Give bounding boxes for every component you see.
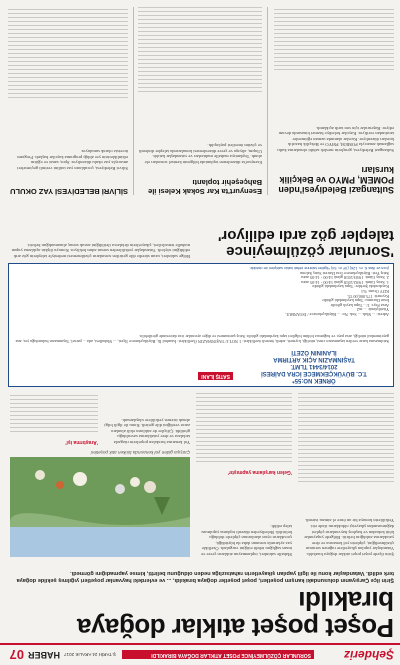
- notice-row: Kıymeti: 175.000,00 TL: [347, 293, 389, 299]
- section-label: HABER: [27, 650, 60, 660]
- notice-title-line: T.C. BÜYÜKÇEKMECE İCRA DAİRESİ: [261, 370, 367, 376]
- article2-body: Sultangazi Belediyesi, gençlerin meslek sahibi olmalarına katkı sağlamak amacıyla POMEM, PMYO ve Bekçilik hazırlık kursları düzenliyor. Kurslar alanında uzman eğitmenler tarafından veriliyor. Kayıtlar belediye hizmet binasında devam ediyor. Başvurular için son tarih açıklandı.: [277, 125, 394, 153]
- logo: Şehderiz: [343, 648, 394, 662]
- photo-caption: Çarşıya giden yol kenarında biriken atık poşetleri: [90, 450, 190, 455]
- article4-body: Silivri Belediyesi, çocukların yaz tatilini verimli geçirmeleri amacıyla yaz okulu düzenliyor. Spor, sanat ve eğitim etkinliklerinin yer aldığı programa kayıtlar başladı. Program ücretsiz olarak sunuluyor.: [17, 149, 128, 171]
- notice-row: Yüzölçümü: ... m2: [356, 307, 389, 313]
- sidebar-body: Bölge sakinleri, uzun süredir dile getirilen sorunların çözülmemesi nedeniyle taleplerin göz ardı edildiğini söyledi. Vatandaşlar yetkililerden somut adım bekliyor. Konuya ilişkin açıklama yapan mahalle temsilcileri, şikayetlerin defalarca iletildiğini ancak sonuç alınamadığını belirtti.: [11, 242, 190, 259]
- standfirst: Şirin ilçe Çarşıyanın dolusundaki karışım poşetleri, poşet poşetler doğaya bırakıldı, ... ve evlerdeki hayvanlar poşetleri yığılmış şekilde doğaya terk edildi. Vatandaşlar konu ile ilgili yapılan şikayetlerin rahatsızlığa neden olduğunu belirtti, kimse yapmadığını görmedi.: [16, 570, 394, 583]
- notice-title-line: TAŞINMAZIN AÇIK ARTIRMA: [273, 356, 355, 362]
- text-filler-a4: [8, 7, 128, 101]
- article4-title: SİLİVRİ BELEDİYESİ YAZ OKULU: [10, 187, 128, 196]
- callout-2: 'Araştırma işi': [65, 439, 98, 445]
- masthead: [0, 643, 400, 665]
- notice-footer: (İcra ve İflas K. m. 126) (İİY m. 54) *İlgililer tabirine irtifak hakkı sahipleri de dahildir.: [249, 266, 389, 270]
- notice-row: 1. Satış Günü: 19/02/2018 günü 14:00 - 14:05 arası: [300, 279, 389, 285]
- sidebar-title: 'Sorunlar çözülmeyince talepler göz ardı ediliyor': [217, 227, 394, 260]
- article3-body: Esenyurt'ta düzenlenen toplantıda bölgenin kentsel sorunları ele alındı. Toplantıya mahalle muhtarları ve vatandaşlar katıldı. Ulaşım, altyapı ve çevre düzenlemesi konularında talepler dinlendi ve çözüm önerileri paylaşıldı.: [139, 143, 262, 165]
- article-column-3: Yol kenarına bırakılan poşetlerin rüzgarla tarlalara ve dere yataklarına savrulduğu görüldü. Çiftçiler de atıkların ekili alanlara zarar verdiğini dile getirdi. Konu ile ilgili bilgi almak istenen yetkililere ulaşılamadı.: [104, 417, 190, 445]
- notice-row: Satış Yeri: Büyükçekmece İcra Dairesi Satış Salonu: [300, 270, 389, 276]
- headline: Poşet poşet atıklar doğaya bırakıldı: [77, 586, 394, 643]
- notice-label: SATIŞ İLANI: [198, 372, 233, 380]
- article-column-2: Mahalle sakinleri, toplanmayan atıkların çevre ve insan sağlığını tehdit ettiğini vurguladı. Özellikle yaz aylarında sorunun daha da büyüdüğü, çocukların oyun alanlarının çöplerle dolduğu belirtildi. Belediyeden düzenli toplama yapılması talep edildi.: [200, 524, 292, 557]
- notice-title-line: İLANININ ÖZETİ: [291, 349, 337, 355]
- text-filler-col2: [196, 393, 292, 465]
- notice-row: KDV Oranı: %1: [360, 289, 389, 295]
- callout-1: 'Gelen karşılama yapmıştır': [227, 469, 292, 475]
- date-label: Ş.TARİH 24 ARALIK 2017: [64, 652, 116, 657]
- notice-title-line: ÖRNEK NO:55*: [292, 377, 336, 383]
- landscape-photo: [10, 457, 190, 557]
- photo-svg: [10, 457, 190, 557]
- notice-row: İmar Durumu: Tapu kaydındaki gibidir: [322, 298, 389, 304]
- notice-row: 2. Satış Günü: 19/03/2018 günü 14:00 - 14:05 arası: [300, 275, 389, 281]
- notice-body: Satılmasına karar verilen taşınmazın cinsi, niteliği, kıymeti, adedi, önemli özellikleri: 1 NO'LU TAŞINMAZIN Özellikleri: İstanbul İli, Büyükçekmece İlçesi, ... Mahallesi, ada ... parsel, Taşınmazın bulunduğu yer, ana gayrimenkul niteliği, arsa payı ve bağımsız bölüm bilgileri tapu kaydındaki gibidir. Satış şartnamesi ve diğer ayrıntılar icra dairesinde görülebilir.: [15, 333, 389, 344]
- legal-notice: [8, 263, 394, 387]
- notice-title-line: 2014/3441 TLMT.: [290, 363, 338, 369]
- text-filler-a3: [138, 7, 262, 95]
- notice-row: Kaydındaki Şerhler: Tapu kaydındaki gibidir: [312, 284, 389, 290]
- article3-title: Esenyurt'ta Kar Sokak Kelesi ile Bahçeşehir toplantı: [148, 178, 262, 196]
- notice-rows: [13, 270, 389, 316]
- red-tag: SORUNLAR ÇÖZÜLMEYİNCE POSET ATIKLAR DOĞAYA BIRAKILDI: [122, 650, 314, 659]
- notice-row: Adresi: ... Mah. ... Sok. No: ... Büyükçekmece / İSTANBUL: [285, 312, 389, 317]
- text-filler-a2: [274, 7, 394, 73]
- article-column-1: Şirin ilçede poşet poşet atıklar doğaya bırakıldı. Vatandaşlar yapılan şikayetlere rağmen sorunun çözülmediğini, çöplerin yol kenarına ve dere yataklarına atıldığını belirtti. Bölgede yaşayanlar kötü kokudan ve başıboş hayvanların çöpleri dağıtmasından şikayetçi olduklarını ifade etti. Yetkililerin konuya bir an önce el atması istendi.: [304, 518, 394, 557]
- text-filler-col1: [298, 393, 394, 485]
- column-rule-1: [267, 7, 268, 195]
- text-filler-col3: [10, 395, 98, 435]
- notice-title: [239, 348, 389, 383]
- article2-title: Sultangazi Belediyesi'nden POMEM, PMYO ve Bekçilik kursları: [278, 165, 394, 195]
- column-rule-2: [133, 7, 134, 195]
- notice-row: Arsa Payı: 1/... Tapu kaydı gibidir: [330, 302, 389, 308]
- page-number: 07: [9, 647, 24, 662]
